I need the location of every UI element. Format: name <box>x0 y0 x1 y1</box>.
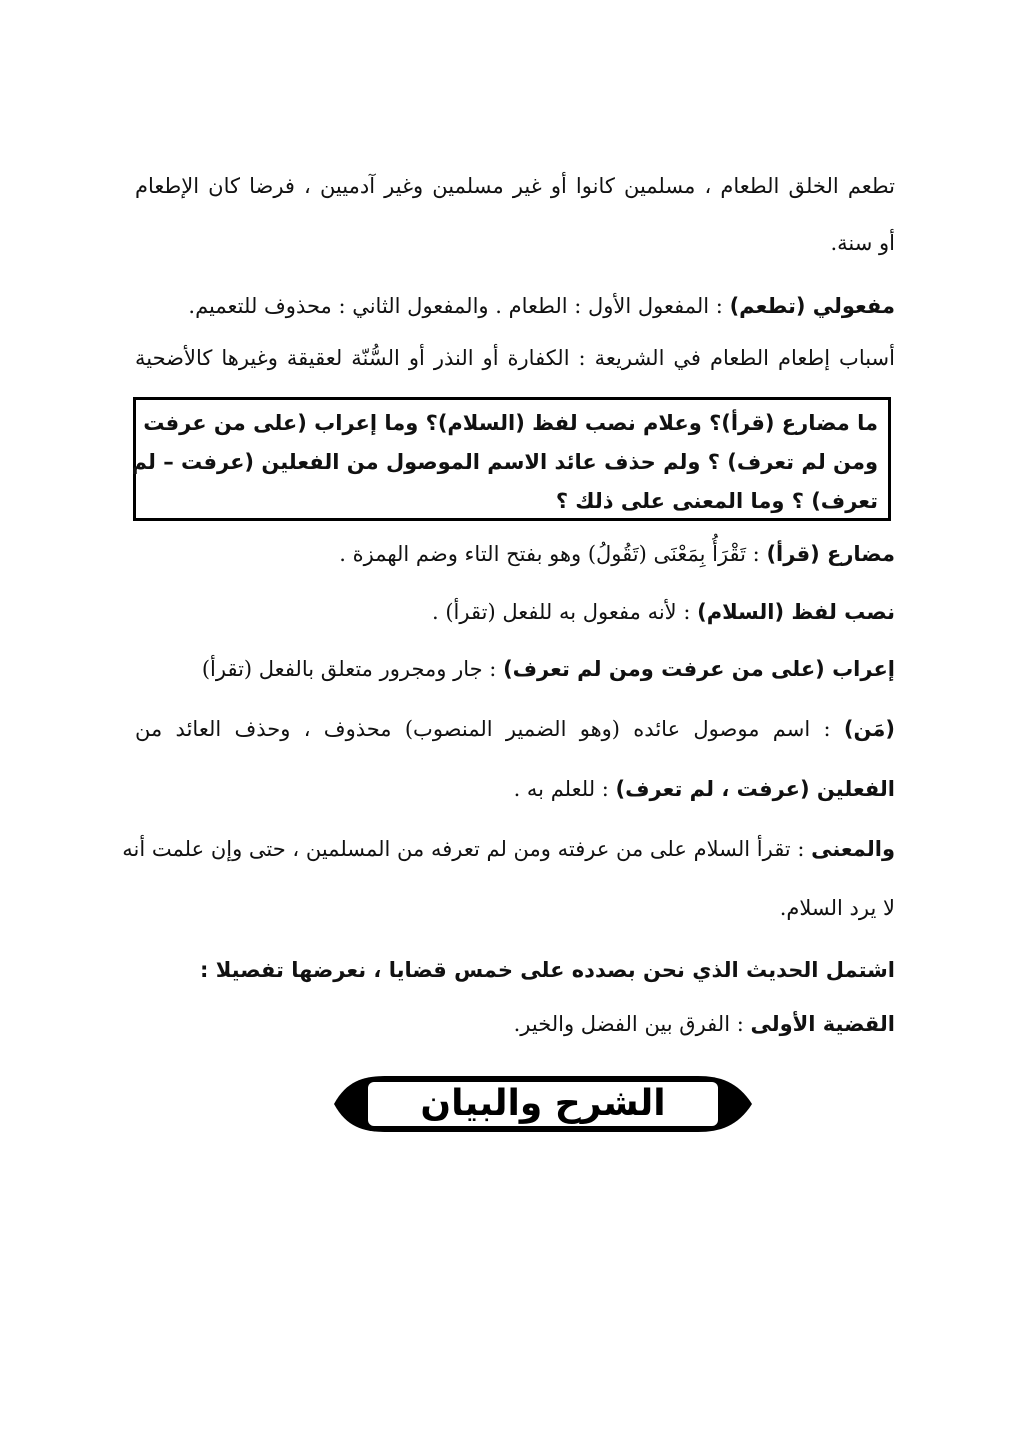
answer-relative-pronoun <box>135 717 895 741</box>
answer-two-verbs <box>135 777 895 801</box>
answer-accusative-text: : لأنه مفعول به للفعل (تقرأ) . <box>432 600 691 624</box>
answer-meaning-text: : تقرأ السلام على من عرفته ومن لم تعرفه من المسلمين ، حتى وإن علمت أنه <box>122 837 805 861</box>
issue-one-label: القضية الأولى <box>750 1012 895 1036</box>
answer-two-verbs-text: : للعلم به . <box>513 777 609 801</box>
answer-accusative-label: نصب لفظ (السلام) <box>697 600 895 624</box>
question-line-1: ما مضارع (قرأ)؟ وعلام نصب لفظ (السلام)؟ وما إعراب (على من عرفت <box>143 411 878 435</box>
summary-heading <box>135 958 895 982</box>
question-line-3: تعرف) ؟ وما المعنى على ذلك ؟ <box>555 489 878 513</box>
question-line-2: ومن لم تعرف) ؟ ولم حذف عائد الاسم الموصول من الفعلين (عرفت – لم <box>131 450 878 474</box>
answer-meaning-label: والمعنى <box>811 837 895 861</box>
issue-one-text: : الفرق بين الفضل والخير. <box>513 1012 744 1036</box>
question-box <box>133 397 891 521</box>
objects-text: : المفعول الأول : الطعام . والمفعول الثاني : محذوف للتعميم. <box>188 294 723 318</box>
answer-parsing <box>135 657 895 681</box>
objects-paragraph <box>135 294 895 318</box>
answer-present-tense-label: مضارع (قرأ) <box>766 542 895 566</box>
answer-accusative <box>135 600 895 624</box>
intro-line-2: أو سنة. <box>830 231 895 255</box>
answer-relative-pronoun-text: : اسم موصول عائده (وهو الضمير المنصوب) محذوف ، وحذف العائد من <box>135 717 831 741</box>
summary-heading-text: اشتمل الحديث الذي نحن بصدده على خمس قضايا ، نعرضها تفصيلا : <box>200 958 895 982</box>
banner-title: الشرح والبيان <box>420 1082 666 1124</box>
answer-meaning-continuation: لا يرد السلام. <box>779 896 895 920</box>
answer-meaning <box>122 837 895 861</box>
answer-parsing-text: : جار ومجرور متعلق بالفعل (تقرأ) <box>201 657 497 681</box>
answer-relative-pronoun-label: (مَن) <box>843 717 895 741</box>
answer-two-verbs-label: الفعلين (عرفت ، لم تعرف) <box>615 777 895 801</box>
section-banner <box>328 1072 758 1136</box>
answer-present-tense <box>135 542 895 566</box>
objects-label: مفعولي (تطعم) <box>729 294 895 318</box>
issue-one <box>135 1012 895 1036</box>
answer-parsing-label: إعراب (على من عرفت ومن لم تعرف) <box>503 657 895 681</box>
answer-present-tense-text: : تَقْرَأُ بِمَعْنَى (تَقُولُ) وهو بفتح التاء وضم الهمزة . <box>339 542 760 566</box>
intro-line-1: تطعم الخلق الطعام ، مسلمين كانوا أو غير مسلمين وغير آدميين ، فرضا كان الإطعام <box>135 174 895 198</box>
reasons-paragraph: أسباب إطعام الطعام في الشريعة : الكفارة أو النذر أو السُّنّة لعقيقة وغيرها كالأضحية <box>135 346 895 370</box>
